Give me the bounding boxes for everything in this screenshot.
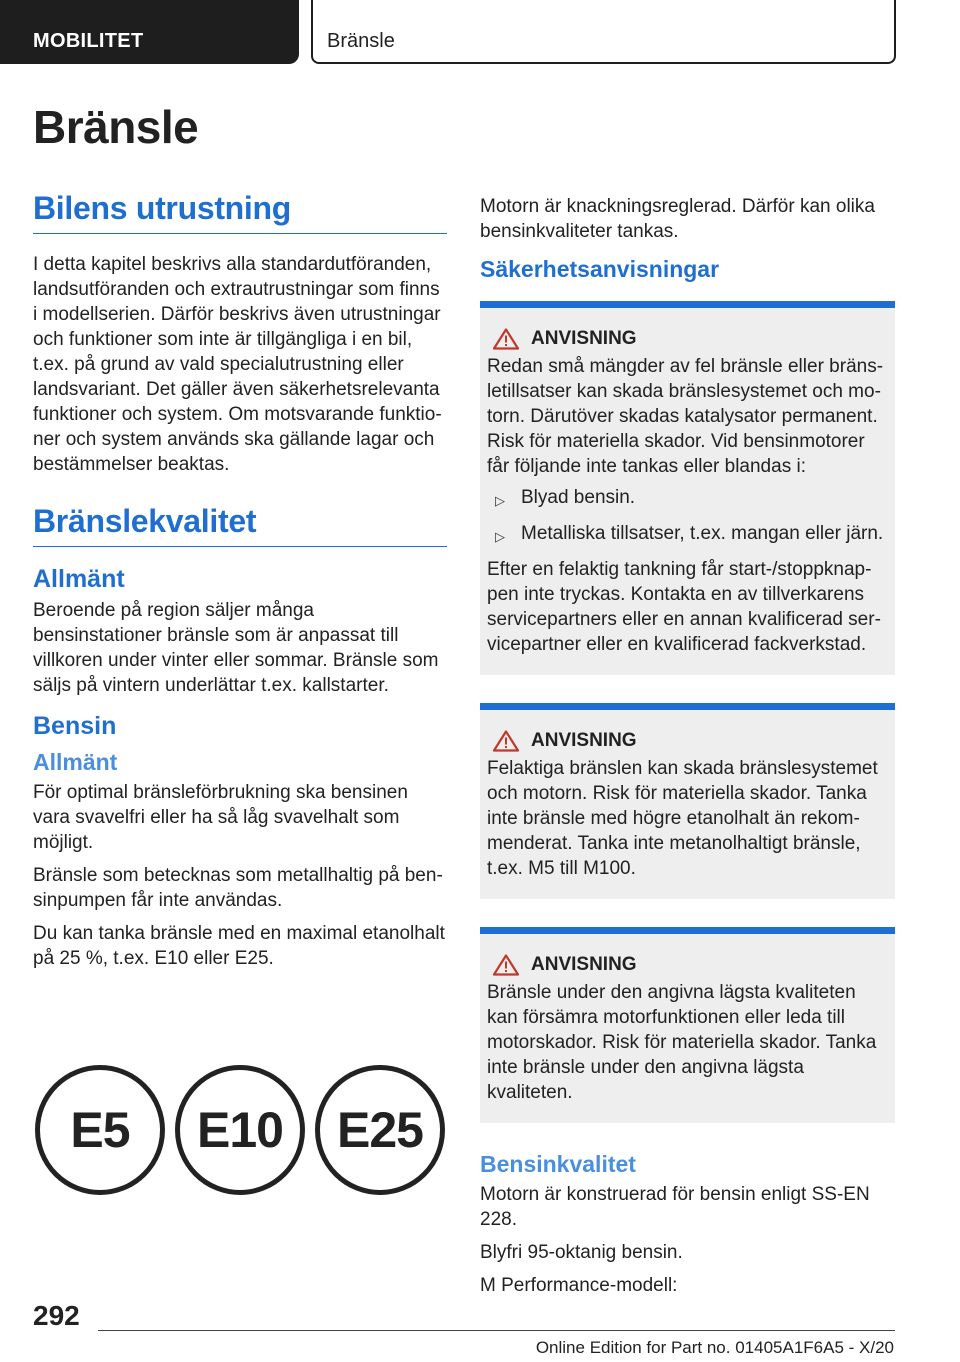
list-item: ▷ Blyad bensin. xyxy=(495,485,887,513)
list-item: ▷ Metalliska tillsatser, t.ex. mangan eller järn. xyxy=(495,521,887,549)
page-title: Bränsle xyxy=(33,101,199,153)
warning-triangle-icon xyxy=(493,730,519,752)
warning-header xyxy=(487,328,887,350)
footer-edition: Online Edition for Part no. 01405A1F6A5 - X/20 xyxy=(535,1338,894,1357)
paragraph-equipment: I detta kapitel beskrivs alla standardutföranden, landsutföranden och extrautrustningar som finns i modellserien. Därför beskrivs även utrustningar och funktioner som inte är tillgängliga i en bil, t.ex. på grund av vald specialutrustning eller landsvariant. Det gäller även säkerhetsrelevanta funktioner och system. Om motsvarande funktioner och system används ska gällande lagar och bestämmelser beaktas. xyxy=(33,254,442,475)
warning-header xyxy=(487,954,887,976)
heading-petrol-quality: Bensinkvalitet xyxy=(480,1151,636,1177)
heading-equipment: Bilens utrustning xyxy=(33,190,447,234)
badge-e10: E10 xyxy=(175,1065,305,1195)
warning-box-2 xyxy=(480,703,895,899)
warning-box-3 xyxy=(480,927,895,1123)
warning-text: Felaktiga bränslen kan skada bränslesystemet och motorn. Risk för materiella skador. Tanka inte bränsle med högre etanolhalt än rekommenderat. Tanka inte metanolhaltigt bränsle, t.ex. M5 till M100. xyxy=(487,758,878,879)
heading-safety: Säkerhetsanvisningar xyxy=(480,256,720,282)
paragraph-petrol-2: Bränsle som betecknas som metallhaltig på bensinpumpen får inte användas. xyxy=(33,865,443,911)
badge-e5: E5 xyxy=(35,1065,165,1195)
chapter-tab xyxy=(311,0,896,64)
paragraph-general: Beroende på region säljer många bensinstationer bränsle som är anpassat till villkoren under vinter eller sommar. Bränsle som säljs på vintern underlättar t.ex. kallstarter. xyxy=(33,600,439,696)
paragraph-knock: Motorn är knackningsreglerad. Därför kan olika bensinkvaliteter tankas. xyxy=(480,196,875,242)
warning-title: ANVISNING xyxy=(531,954,637,975)
heading-petrol-general: Allmänt xyxy=(33,749,118,775)
footer-divider xyxy=(98,1330,895,1331)
right-column xyxy=(480,190,895,1306)
heading-petrol: Bensin xyxy=(33,712,117,740)
fuel-badges xyxy=(33,1065,447,1195)
warning-title: ANVISNING xyxy=(531,730,637,751)
chapter-label: Bränsle xyxy=(327,30,395,52)
paragraph-pq-2: Blyfri 95-oktanig bensin. xyxy=(480,1242,683,1263)
paragraph-petrol-3: Du kan tanka bränsle med en maximal etanolhalt på 25 %, t.ex. E10 eller E25. xyxy=(33,923,445,969)
warning-text: Bränsle under den angivna lägsta kvaliteten kan försämra motorfunktionen eller leda till motorskador. Risk för materiella skador. Tanka inte bränsle under den angivna lägsta kvaliteten. xyxy=(487,982,877,1103)
section-tab xyxy=(0,0,299,64)
badge-e25: E25 xyxy=(315,1065,445,1195)
warning-text-after: Efter en felaktig tankning får start-/stoppknappen inte tryckas. Kontakta en av tillverkarens servicepartners eller en annan kvalificerad servicepartner eller en kvalificerad fackverkstad. xyxy=(487,559,881,655)
warning-text: Redan små mängder av fel bränsle eller bränsletillsatser kan skada bränslesystemet och motorn. Därutöver skadas katalysator permanent. Risk för materiella skador. Vid bensinmotorer får följande inte tankas eller blandas i: xyxy=(487,356,884,477)
page-number: 292 xyxy=(33,1300,80,1331)
triangle-bullet-icon: ▷ xyxy=(495,493,505,508)
heading-general: Allmänt xyxy=(33,565,125,593)
warning-box-1 xyxy=(480,301,895,675)
section-label: MOBILITET xyxy=(33,30,144,52)
paragraph-pq-3: M Performance-modell: xyxy=(480,1275,678,1296)
heading-fuel-quality: Bränslekvalitet xyxy=(33,503,447,547)
left-column xyxy=(33,190,447,979)
warning-triangle-icon xyxy=(493,954,519,976)
page-header xyxy=(0,0,960,66)
warning-title: ANVISNING xyxy=(531,328,637,349)
triangle-bullet-icon: ▷ xyxy=(495,529,505,544)
paragraph-pq-1: Motorn är konstruerad för bensin enligt SS-EN 228. xyxy=(480,1184,870,1230)
warning-header xyxy=(487,730,887,752)
warning-triangle-icon xyxy=(493,328,519,350)
paragraph-petrol-1: För optimal bränsleförbrukning ska bensinen vara svavelfri eller ha så låg svavelhalt som möjligt. xyxy=(33,782,408,853)
